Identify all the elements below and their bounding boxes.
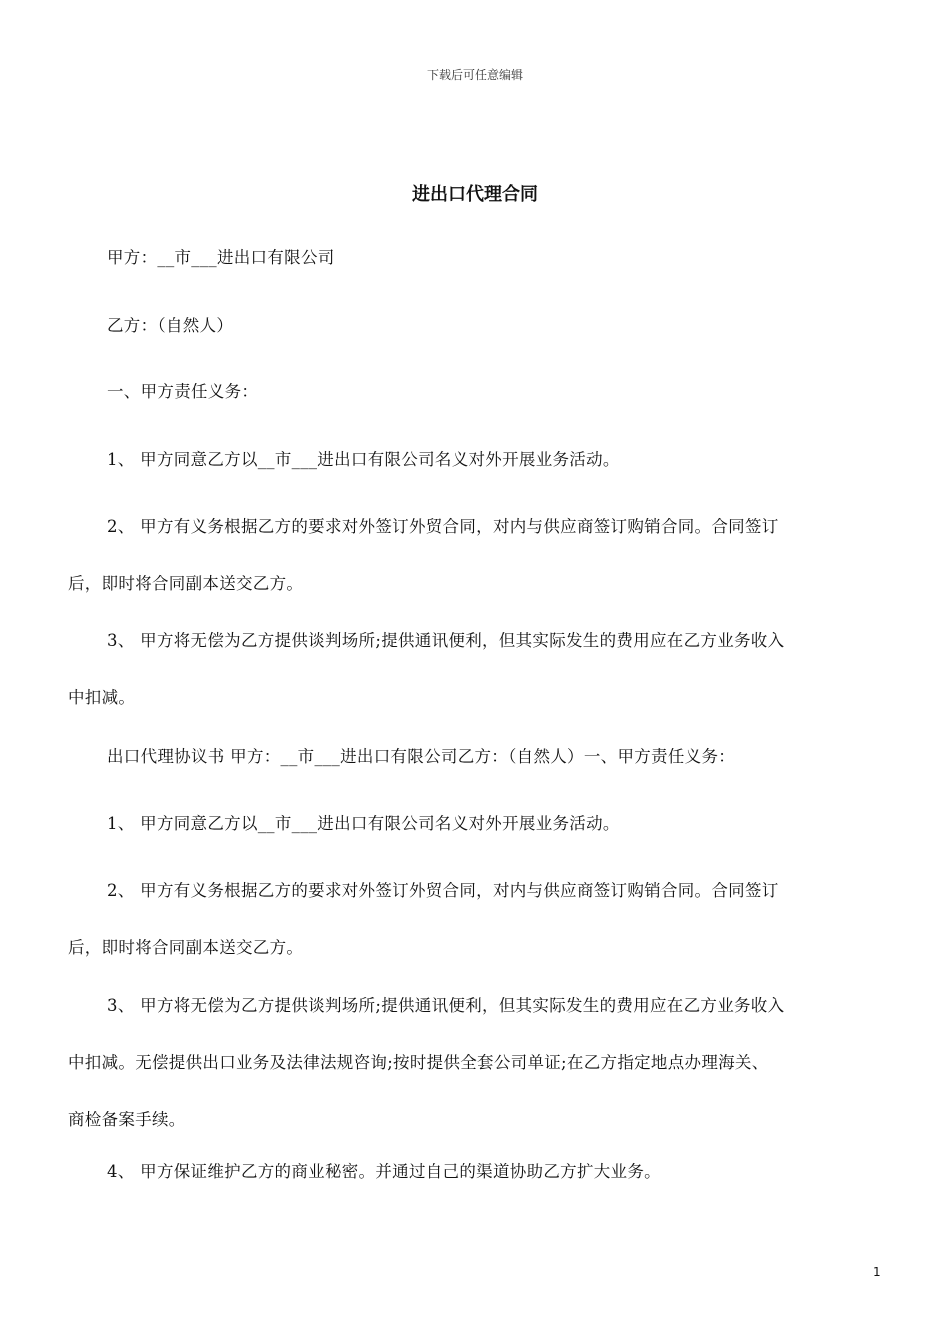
paragraph-line: 商检备案手续。 — [68, 1110, 186, 1129]
paragraph-line: 1、 甲方同意乙方以__市___进出口有限公司名义对外开展业务活动。 — [107, 450, 620, 469]
paragraph-line: 2、 甲方有义务根据乙方的要求对外签订外贸合同，对内与供应商签订购销合同。合同签订 — [107, 881, 779, 900]
document-title: 进出口代理合同 — [412, 184, 538, 205]
party-a-line — [68, 229, 888, 286]
clause-2-repeat — [68, 862, 888, 976]
paragraph-line: 一、甲方责任义务： — [107, 382, 259, 401]
paragraph-line: 甲方：__市___进出口有限公司 — [107, 248, 335, 267]
clause-4 — [68, 1143, 888, 1200]
party-b-line — [68, 297, 888, 354]
clause-3-repeat — [68, 977, 888, 1148]
section-heading — [68, 363, 888, 420]
paragraph-line: 出口代理协议书 甲方：__市___进出口有限公司乙方：（自然人）一、甲方责任义务： — [107, 747, 736, 766]
clause-1 — [68, 431, 888, 488]
paragraph-line: 1、 甲方同意乙方以__市___进出口有限公司名义对外开展业务活动。 — [107, 814, 620, 833]
clause-2 — [68, 498, 888, 612]
paragraph-line: 2、 甲方有义务根据乙方的要求对外签订外贸合同，对内与供应商签订购销合同。合同签订 — [107, 517, 779, 536]
page-number: 1 — [873, 1265, 881, 1279]
paragraph-line: 中扣减。无偿提供出口业务及法律法规咨询;按时提供全套公司单证;在乙方指定地点办理海关、 — [68, 1053, 769, 1072]
paragraph-line: 中扣减。 — [68, 688, 136, 707]
clause-1-repeat — [68, 795, 888, 852]
paragraph-line: 乙方：（自然人） — [107, 316, 234, 335]
paragraph-line: 3、 甲方将无偿为乙方提供谈判场所;提供通讯便利，但其实际发生的费用应在乙方业务收入 — [107, 631, 785, 650]
clause-3 — [68, 612, 888, 726]
paragraph-line: 4、 甲方保证维护乙方的商业秘密。并通过自己的渠道协助乙方扩大业务。 — [107, 1162, 661, 1181]
paragraph-line: 后，即时将合同副本送交乙方。 — [68, 574, 304, 593]
agreement-intro — [68, 728, 888, 785]
paragraph-line: 后，即时将合同副本送交乙方。 — [68, 938, 304, 957]
paragraph-line: 3、 甲方将无偿为乙方提供谈判场所;提供通讯便利，但其实际发生的费用应在乙方业务收入 — [107, 996, 785, 1015]
header-note: 下载后可任意编辑 — [426, 68, 523, 82]
